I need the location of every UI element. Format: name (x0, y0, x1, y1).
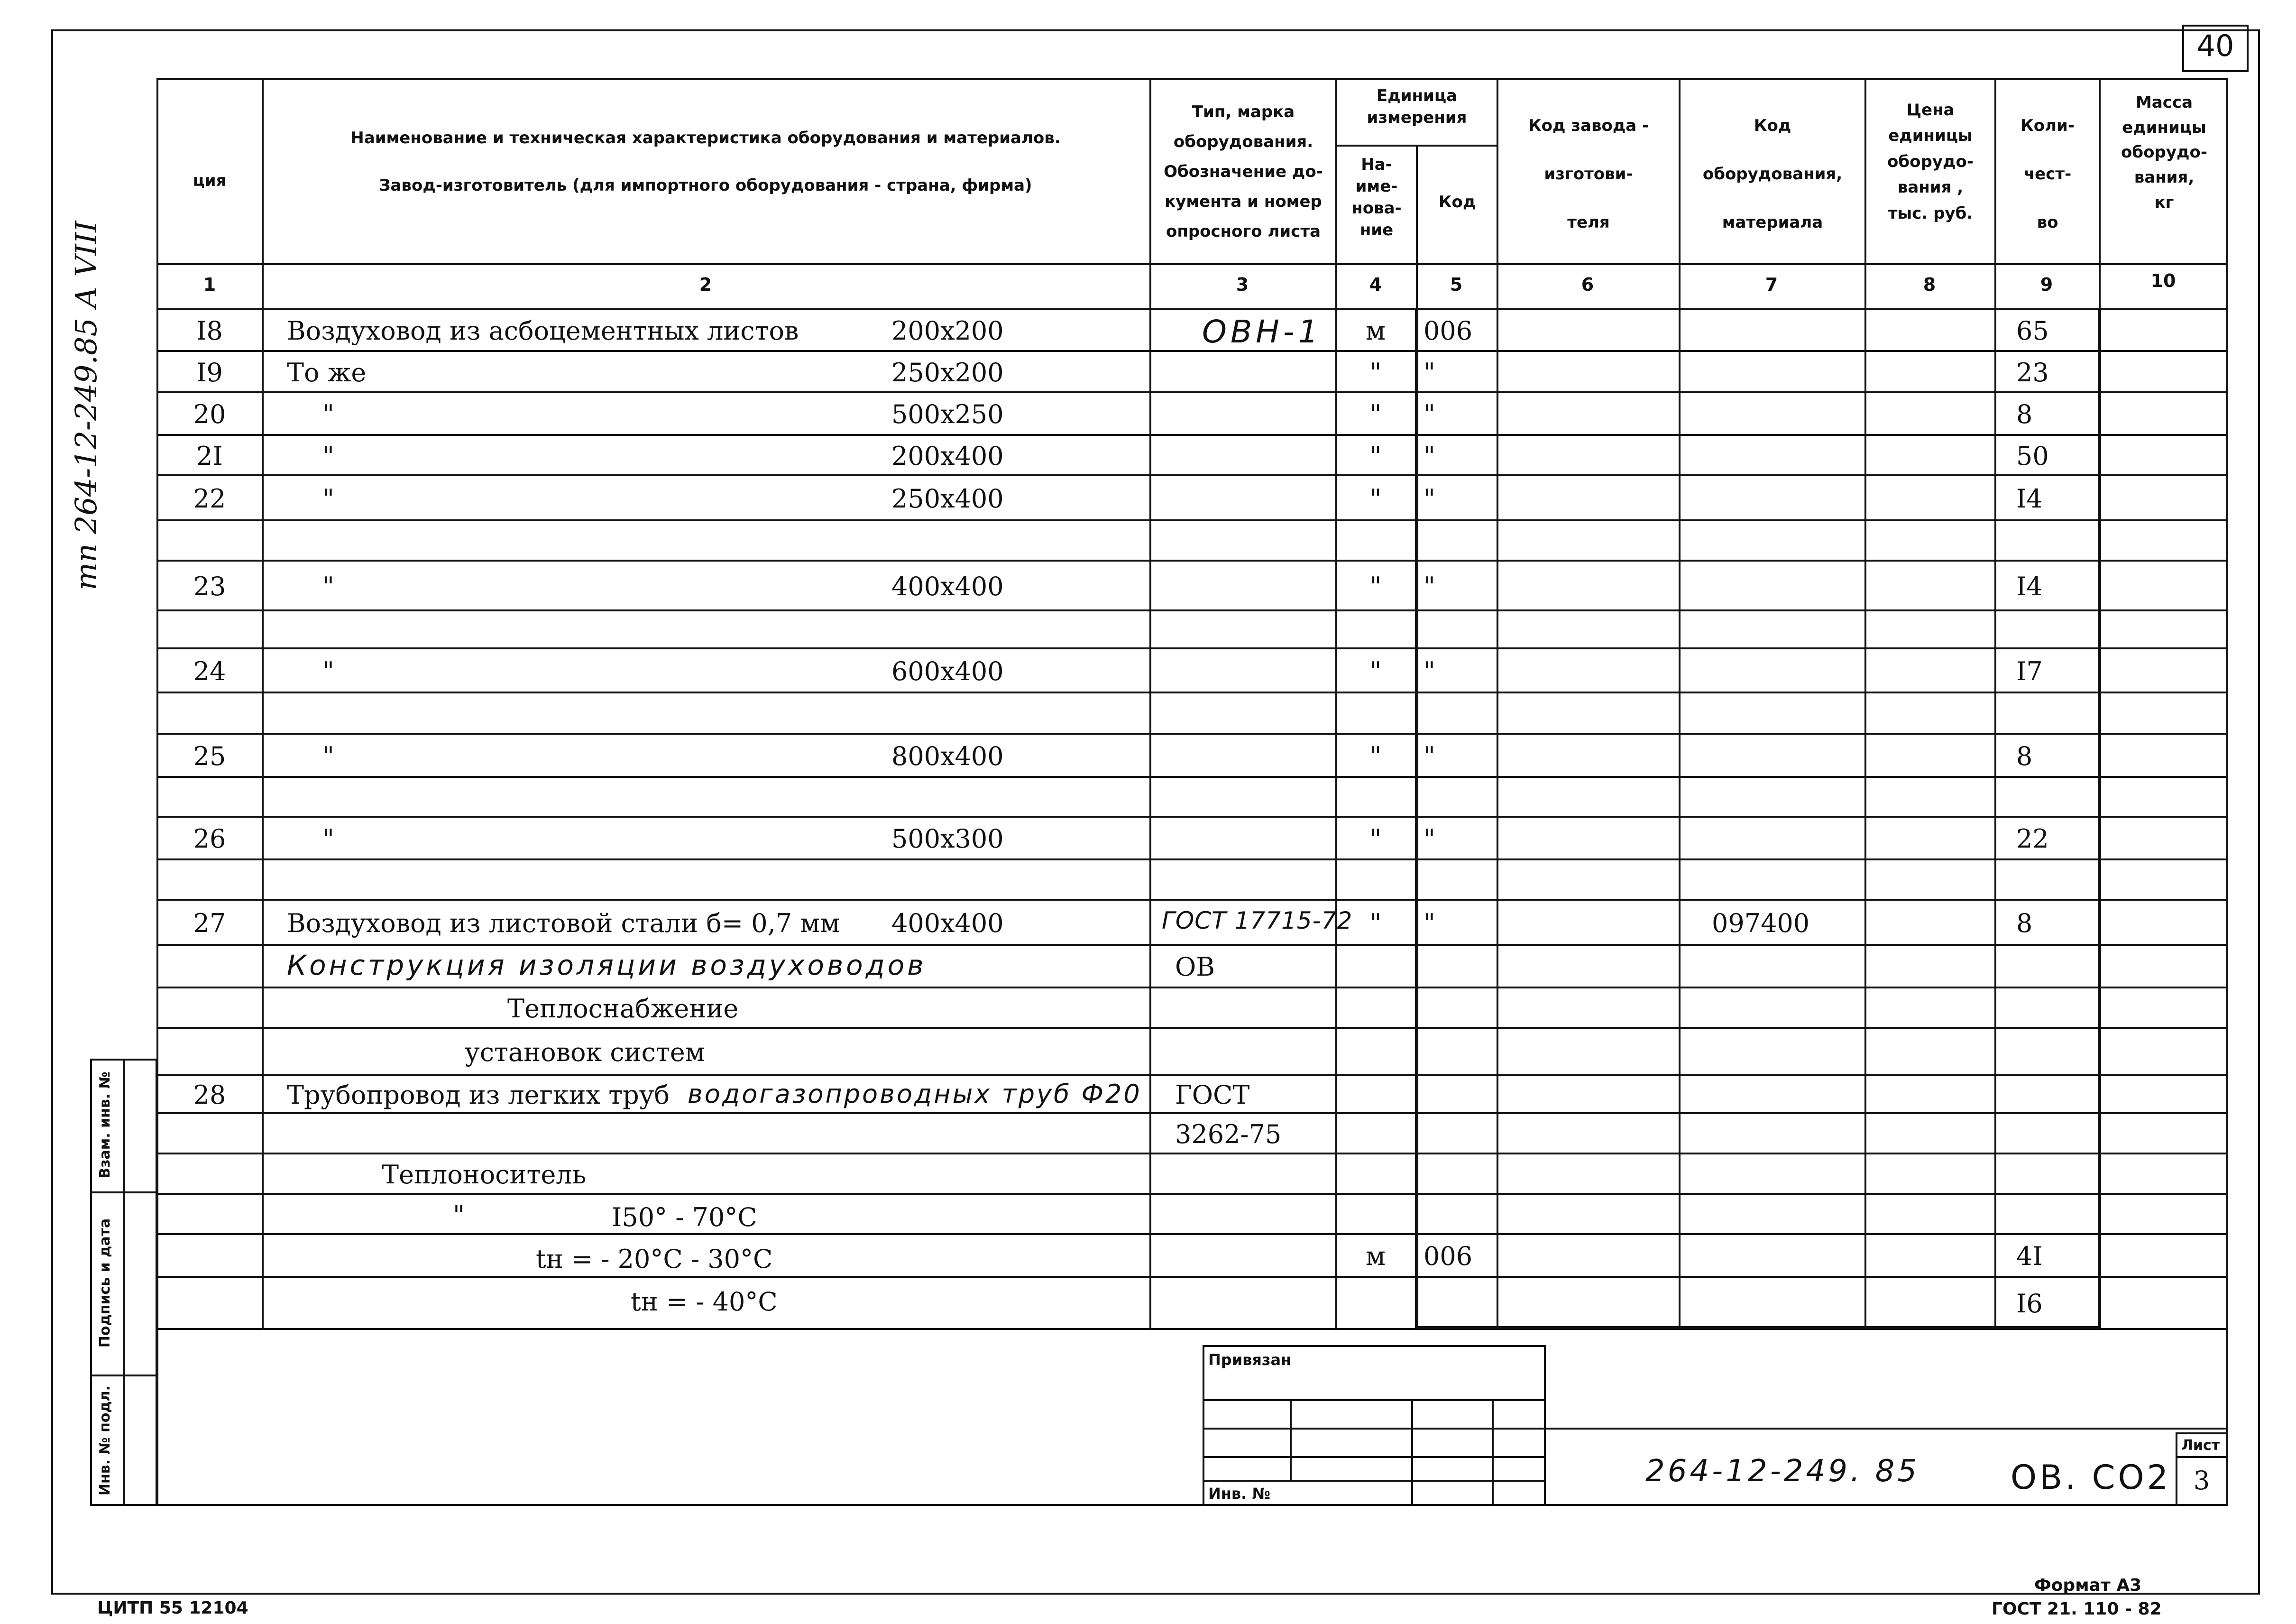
stamp-sheet-number: 3 (2193, 1466, 2210, 1495)
colnum-2: 2 (699, 274, 712, 295)
row-name: " (322, 741, 334, 771)
row-material-code: 097400 (1712, 908, 1810, 938)
row-unit: м (1365, 1241, 1386, 1271)
row-position: I8 (196, 316, 223, 346)
row-name: " (322, 824, 334, 854)
colnum-4: 4 (1369, 274, 1382, 295)
row-name: " (322, 484, 334, 514)
header-col2-line1: Наименование и техническая характеристика оборудования и материалов. (350, 129, 1061, 148)
row-quantity: 50 (2016, 441, 2049, 471)
row-name: " (453, 1200, 465, 1230)
row-unit: " (1369, 572, 1382, 601)
row-unit: " (1369, 441, 1382, 471)
row-quantity: 4I (2016, 1241, 2043, 1271)
row-name: Воздуховод из асбоцементных листов (287, 316, 799, 346)
row-size: 400х400 (891, 572, 1004, 601)
row-unit: " (1369, 741, 1382, 771)
row-quantity: I6 (2016, 1289, 2043, 1319)
colnum-10: 10 (2150, 270, 2176, 291)
row-name: " (322, 572, 334, 601)
header-col9: Коли- чест- во (2020, 116, 2075, 232)
footer-left-code: ЦИТП 55 12104 (97, 1598, 248, 1618)
side-document-code: тп 264-12-249.85 А VIII (69, 221, 103, 591)
row-size: 500х300 (891, 824, 1004, 854)
stamp-mark: ОВ. СО2 (2011, 1458, 2171, 1497)
stamp-sheet-label: Лист (2181, 1437, 2220, 1454)
row-name-handwritten: Конструкция изоляции воздуховодов (287, 949, 927, 981)
header-col45: Единица измерения (1367, 86, 1467, 127)
row-name: Теплоснабжение (507, 994, 739, 1024)
row-position: 25 (193, 741, 226, 771)
row-name: Воздуховод из листовой стали б= 0,7 мм (287, 908, 840, 938)
row-position: 26 (193, 824, 226, 854)
row-unit-code: " (1424, 358, 1435, 388)
stamp-privyazan: Привязан (1208, 1351, 1292, 1369)
row-unit: " (1369, 484, 1382, 514)
header-col3: Тип, марка оборудования. Обозначение до- кумента и номер опросного листа (1164, 102, 1323, 241)
row-unit-code: " (1424, 656, 1435, 686)
row-size: 250х400 (891, 484, 1004, 514)
coolant-temp-1: I50° - 70°С (612, 1202, 757, 1232)
row28-handwritten-tail: водогазопроводных труб Ф20 (688, 1079, 1142, 1109)
row-type-doc: 3262-75 (1175, 1119, 1282, 1149)
row-name: установок систем (465, 1037, 705, 1067)
colnum-9: 9 (2040, 274, 2053, 295)
side-label-inv-orig: Инв. № подл. (97, 1385, 113, 1496)
row-unit-code: " (1424, 908, 1435, 938)
row-size: 400х400 (891, 908, 1004, 938)
header-col7: Код оборудования, материала (1702, 116, 1843, 232)
header-col6: Код завода - изготови- теля (1528, 116, 1649, 232)
row-size: 250х200 (891, 358, 1004, 388)
row-quantity: I4 (2016, 572, 2043, 601)
row-position: 20 (193, 399, 226, 429)
row-type-doc: ОВН-1 (1202, 314, 1322, 350)
row-position: 23 (193, 572, 226, 601)
side-label-sign-date: Подпись и дата (97, 1218, 113, 1348)
row-position: I9 (196, 358, 223, 388)
row-unit: " (1369, 824, 1382, 854)
row-quantity: 8 (2016, 908, 2033, 938)
row-position: 24 (193, 656, 226, 686)
row-quantity: 22 (2016, 824, 2049, 854)
row-unit: м (1365, 316, 1386, 346)
row-size: 200х400 (891, 441, 1004, 471)
row-size: 800х400 (891, 741, 1004, 771)
row-unit-code: " (1424, 399, 1435, 429)
row-name: Трубопровод из легких труб (287, 1080, 670, 1110)
row-unit-code: " (1424, 824, 1435, 854)
stamp-doc-code: 264-12-249. 85 (1645, 1454, 1920, 1489)
row-quantity: 23 (2016, 358, 2049, 388)
colnum-1: 1 (203, 274, 216, 295)
header-col10: Масса единицы оборудо- вания, кг (2121, 93, 2207, 212)
row-quantity: I4 (2016, 484, 2043, 514)
footer-format: Формат А3 (2034, 1576, 2142, 1595)
header-col1: ция (193, 171, 227, 190)
colnum-6: 6 (1581, 274, 1594, 295)
row-unit-code: " (1424, 441, 1435, 471)
row-type-doc: ГОСТ 17715-72 (1162, 907, 1353, 934)
row-unit-code: 006 (1424, 1241, 1473, 1271)
row-type-doc: ОВ (1175, 952, 1215, 982)
header-col4: На- име- нова- ние (1351, 155, 1402, 240)
sheet-number: 40 (2196, 28, 2234, 63)
row-unit-code: 006 (1424, 316, 1473, 346)
row-name: Теплоноситель (382, 1160, 587, 1190)
row-quantity: 8 (2016, 741, 2033, 771)
row-type-doc: ГОСТ (1175, 1080, 1250, 1110)
row-name: " (322, 441, 334, 471)
row-unit-code: " (1424, 572, 1435, 601)
row-unit-code: " (1424, 484, 1435, 514)
coolant-temp-3: tн = - 40°С (631, 1287, 778, 1317)
stamp-inv-no: Инв. № (1208, 1485, 1270, 1503)
colnum-8: 8 (1923, 274, 1936, 295)
row-unit: " (1369, 908, 1382, 938)
row-position: 27 (193, 908, 226, 938)
colnum-5: 5 (1450, 274, 1463, 295)
coolant-temp-2: tн = - 20°С - 30°С (536, 1244, 773, 1274)
header-col5: Код (1438, 193, 1476, 212)
side-label-inv-replace: Взам. инв. № (97, 1071, 113, 1179)
row-unit-code: " (1424, 741, 1435, 771)
row-position: 28 (193, 1080, 226, 1110)
colnum-3: 3 (1236, 274, 1249, 295)
row-quantity: I7 (2016, 656, 2043, 686)
row-name: " (322, 656, 334, 686)
row-quantity: 8 (2016, 399, 2033, 429)
row-size: 500х250 (891, 399, 1004, 429)
row-unit: " (1369, 399, 1382, 429)
row-size: 600х400 (891, 656, 1004, 686)
footer-gost: ГОСТ 21. 110 - 82 (1992, 1599, 2162, 1619)
row-position: 2I (196, 441, 223, 471)
row-size: 200х200 (891, 316, 1004, 346)
row-unit: " (1369, 656, 1382, 686)
header-col2-line2: Завод-изготовитель (для импортного оборудования - страна, фирма) (379, 176, 1032, 195)
colnum-7: 7 (1765, 274, 1778, 295)
header-col8: Цена единицы оборудо- вания , тыс. руб. (1887, 101, 1974, 223)
row-quantity: 65 (2016, 316, 2049, 346)
row-name: То же (287, 358, 367, 388)
row-name: " (322, 399, 334, 429)
row-unit: " (1369, 358, 1382, 388)
row-position: 22 (193, 484, 226, 514)
